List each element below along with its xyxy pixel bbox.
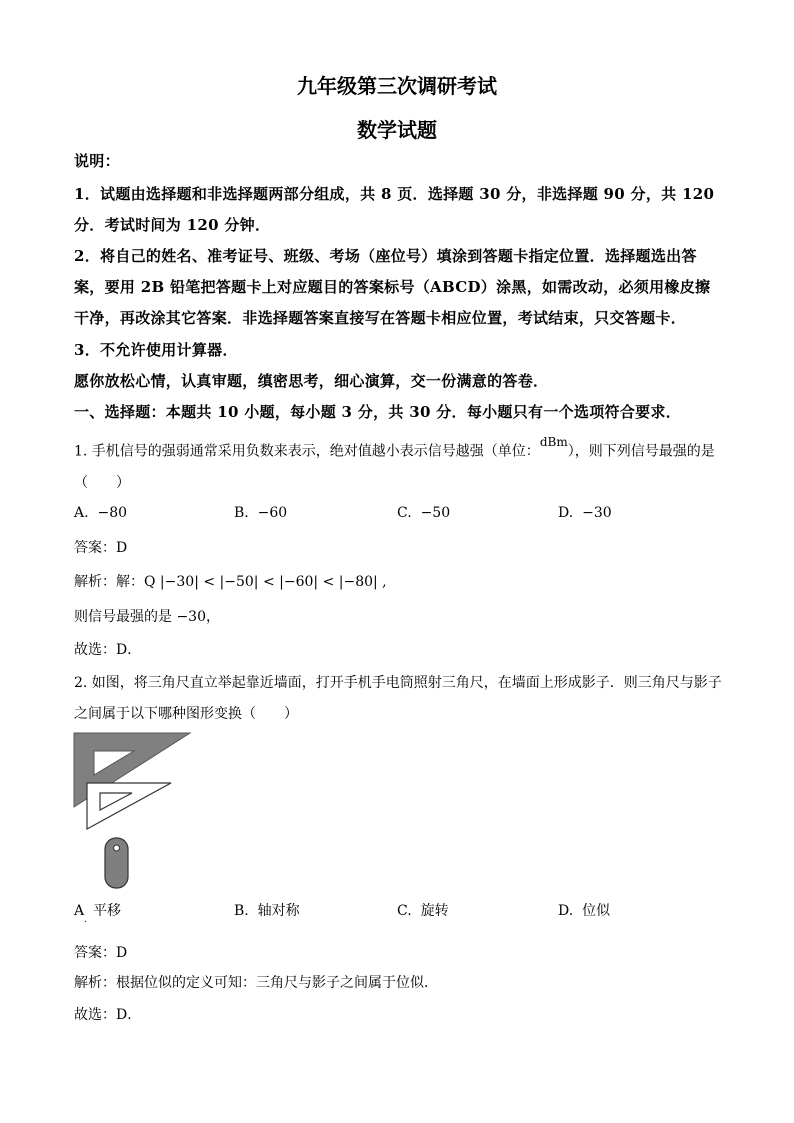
page-subtitle: 数学试题 — [357, 118, 437, 142]
section-1-heading: 一、选择题：本题共 10 小题，每小题 3 分，共 30 分．每小题只有一个选项符合要求． — [74, 403, 682, 421]
q1-stem-part-b: ），则下列信号最强的是 — [567, 443, 715, 460]
q2-option-c: C. 旋转 — [397, 903, 449, 919]
page-title: 九年级第三次调研考试 — [297, 74, 497, 98]
q1-analysis-prefix: 解析：解： — [74, 574, 144, 590]
q1-paren: （ ） — [74, 475, 130, 491]
q2-analysis: 解析：根据位似的定义可知：三角尺与影子之间属于位似． — [74, 975, 438, 991]
q1-answer: 答案：D — [74, 540, 128, 556]
q2-stem-line-2: 之间属于以下哪种图形变换（ ） — [74, 706, 298, 722]
q2-figure — [70, 728, 200, 892]
q2-option-a-dot: . — [84, 915, 87, 925]
q1-select: 故选：D． — [74, 642, 142, 658]
instructions-heading: 说明： — [74, 152, 120, 170]
q1-conclusion: 则信号最强的是 −30， — [74, 609, 220, 625]
q1-option-a: A. −80 — [74, 505, 128, 521]
q2-option-a: A 平移 — [74, 903, 122, 919]
set-square-ruler — [87, 783, 171, 829]
q1-analysis — [74, 571, 387, 591]
q2-select: 故选：D． — [74, 1007, 142, 1023]
instruction-1-line-1: 1．试题由选择题和非选择题两部分组成，共 8 页．选择题 30 分，非选择题 90 分，共 120 — [74, 185, 715, 203]
q1-unit: dBm — [539, 435, 568, 449]
q1-stem — [74, 435, 715, 461]
q2-stem-line-1: 2. 如图，将三角尺直立举起靠近墙面，打开手机手电筒照射三角尺，在墙面上形成影子．则三角尺与影子 — [74, 675, 722, 691]
q2-answer: 答案：D — [74, 945, 128, 961]
phone-icon — [105, 838, 128, 888]
instruction-1-line-2: 分．考试时间为 120 分钟． — [74, 216, 271, 234]
q1-option-d: D. −30 — [558, 505, 612, 521]
q1-analysis-expression: Q |−30| < |−50| < |−60| < |−80| , — [144, 574, 387, 590]
instruction-wish: 愿你放松心情，认真审题，缜密思考，细心演算，交一份满意的答卷． — [74, 372, 549, 390]
q2-option-d: D. 位似 — [558, 903, 611, 919]
instruction-3: 3．不允许使用计算器． — [74, 341, 238, 359]
q1-option-b: B. −60 — [234, 505, 288, 521]
q1-stem-part-a: 1. 手机信号的强弱通常采用负数来表示，绝对值越小表示信号越强（单位： — [74, 443, 540, 460]
instruction-2-line-2: 案，要用 2B 铅笔把答题卡上对应题目的答案标号（ABCD）涂黑，如需改动，必须用橡皮擦 — [74, 278, 711, 296]
q1-option-c: C. −50 — [397, 505, 451, 521]
instruction-2-line-1: 2．将自己的姓名、准考证号、班级、考场（座位号）填涂到答题卡指定位置．选择题选出答 — [74, 247, 697, 265]
q2-option-b: B. 轴对称 — [234, 903, 300, 919]
instruction-2-line-3: 干净，再改涂其它答案．非选择题答案直接写在答题卡相应位置，考试结束，只交答题卡． — [74, 309, 687, 327]
